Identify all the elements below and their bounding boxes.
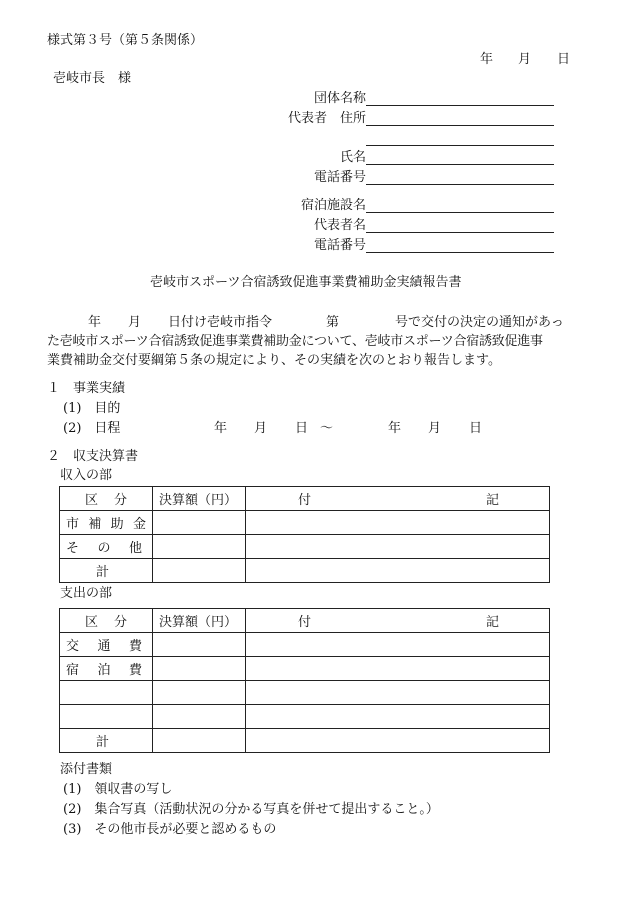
expense-header-note (246, 609, 550, 633)
income-total-row (60, 559, 550, 583)
expense-cat-char: 費 (128, 639, 142, 654)
expense-category-transport (60, 633, 153, 657)
income-header-category-bun: 分 (113, 493, 127, 508)
expense-category-blank[interactable] (60, 705, 153, 729)
income-cat-char: 補 (88, 517, 102, 532)
schedule-start-year: 年 (214, 421, 228, 436)
income-total-amount-cell[interactable] (153, 559, 246, 583)
section1-heading: １ 事業実績 (47, 381, 126, 396)
form-number: 様式第３号（第５条関係） (47, 33, 204, 48)
income-cat-char: 市 (66, 517, 80, 532)
table-row (60, 633, 550, 657)
expense-cat-char: 交 (66, 639, 80, 654)
expense-label: 支出の部 (60, 586, 113, 601)
table-row (60, 657, 550, 681)
expense-note-cell[interactable] (246, 657, 550, 681)
expense-header-category-bun: 分 (113, 615, 127, 630)
rep-address-field-2[interactable] (366, 145, 554, 146)
addressee: 壱岐市長 様 (53, 71, 132, 86)
org-name-field[interactable] (366, 105, 554, 106)
income-header-category-ku: 区 (85, 493, 99, 508)
income-header-note (246, 487, 550, 511)
schedule-start-day: 日 (295, 421, 309, 436)
schedule-start-month: 月 (254, 421, 268, 436)
expense-cat-char: 宿 (66, 663, 80, 678)
income-cat-char: の (97, 541, 111, 556)
facility-name-label: 宿泊施設名 (300, 198, 366, 213)
attachment-item-1: (1) 領収書の写し (63, 782, 173, 797)
income-note-cell[interactable] (246, 511, 550, 535)
body-year: 年 (88, 315, 102, 330)
income-table (59, 486, 550, 583)
income-cat-char: そ (66, 541, 80, 556)
rep-address-field[interactable] (366, 125, 554, 126)
rep-name-label: 氏名 (339, 150, 366, 165)
table-row (60, 535, 550, 559)
schedule-label: (2) 日程 (63, 421, 121, 436)
income-label: 収入の部 (60, 468, 113, 483)
body-month: 月 (128, 315, 142, 330)
schedule-end-day: 日 (469, 421, 483, 436)
income-header-note-ki: 記 (485, 493, 499, 508)
facility-phone-field[interactable] (366, 252, 554, 253)
expense-header-amount: 決算額（円） (153, 609, 246, 633)
expense-category-lodging (60, 657, 153, 681)
facility-rep-field[interactable] (366, 232, 554, 233)
expense-note-cell[interactable] (246, 633, 550, 657)
table-row (60, 511, 550, 535)
rep-address-label: 代表者 住所 (287, 111, 366, 126)
expense-cat-char: 費 (128, 663, 142, 678)
table-row (60, 705, 550, 729)
income-total-label: 計 (60, 559, 153, 583)
schedule-tilde: ～ (320, 421, 334, 436)
income-category-city-subsidy (60, 511, 153, 535)
income-header-note-tsuke: 付 (298, 493, 312, 508)
income-header-amount: 決算額（円） (153, 487, 246, 511)
rep-phone-label: 電話番号 (313, 170, 366, 185)
expense-total-row (60, 729, 550, 753)
facility-rep-label: 代表者名 (313, 218, 366, 233)
expense-amount-cell[interactable] (153, 705, 246, 729)
income-header-row (60, 487, 550, 511)
date-year-label: 年 (480, 52, 494, 67)
attachment-item-2: (2) 集合写真（活動状況の分かる写真を併せて提出すること。） (63, 802, 439, 817)
body-day-directive: 日付け壱岐市指令 (168, 315, 273, 330)
expense-header-note-tsuke: 付 (298, 615, 312, 630)
body-dai: 第 (326, 315, 340, 330)
expense-header-category (60, 609, 153, 633)
schedule-end-year: 年 (388, 421, 402, 436)
attachment-item-3: (3) その他市長が必要と認めるもの (63, 822, 277, 837)
expense-note-cell[interactable] (246, 681, 550, 705)
body-notice: 号で交付の決定の通知があっ (395, 315, 564, 330)
expense-total-label: 計 (60, 729, 153, 753)
body-line-2: た壱岐市スポーツ合宿誘致促進事業費補助金について、壱岐市スポーツ合宿誘致促進事 (47, 334, 543, 349)
schedule-end-month: 月 (428, 421, 442, 436)
income-header-category (60, 487, 153, 511)
rep-phone-field[interactable] (366, 184, 554, 185)
attachments-heading: 添付書類 (60, 762, 113, 777)
document-title: 壱岐市スポーツ合宿誘致促進事業費補助金実績報告書 (150, 275, 462, 290)
date-month-label: 月 (518, 52, 532, 67)
income-category-other (60, 535, 153, 559)
date-day-label: 日 (557, 52, 571, 67)
facility-name-field[interactable] (366, 212, 554, 213)
expense-amount-cell[interactable] (153, 633, 246, 657)
expense-header-row (60, 609, 550, 633)
expense-category-blank[interactable] (60, 681, 153, 705)
expense-total-note-cell[interactable] (246, 729, 550, 753)
income-amount-cell[interactable] (153, 511, 246, 535)
expense-amount-cell[interactable] (153, 657, 246, 681)
income-amount-cell[interactable] (153, 535, 246, 559)
expense-header-note-ki: 記 (485, 615, 499, 630)
rep-name-field[interactable] (366, 164, 554, 165)
expense-cat-char: 通 (97, 639, 111, 654)
expense-note-cell[interactable] (246, 705, 550, 729)
expense-cat-char: 泊 (97, 663, 111, 678)
section2-heading: ２ 収支決算書 (47, 449, 139, 464)
expense-header-category-ku: 区 (85, 615, 99, 630)
body-line-3: 業費補助金交付要綱第５条の規定により、その実績を次のとおり報告します。 (47, 353, 501, 368)
income-note-cell[interactable] (246, 535, 550, 559)
expense-amount-cell[interactable] (153, 681, 246, 705)
table-row (60, 681, 550, 705)
expense-total-amount-cell[interactable] (153, 729, 246, 753)
expense-table (59, 608, 550, 753)
purpose-label: (1) 目的 (63, 401, 121, 416)
income-cat-char: 他 (128, 541, 142, 556)
income-cat-char: 金 (132, 517, 146, 532)
org-name-label: 団体名称 (313, 91, 366, 106)
facility-phone-label: 電話番号 (313, 238, 366, 253)
income-cat-char: 助 (110, 517, 124, 532)
income-total-note-cell[interactable] (246, 559, 550, 583)
